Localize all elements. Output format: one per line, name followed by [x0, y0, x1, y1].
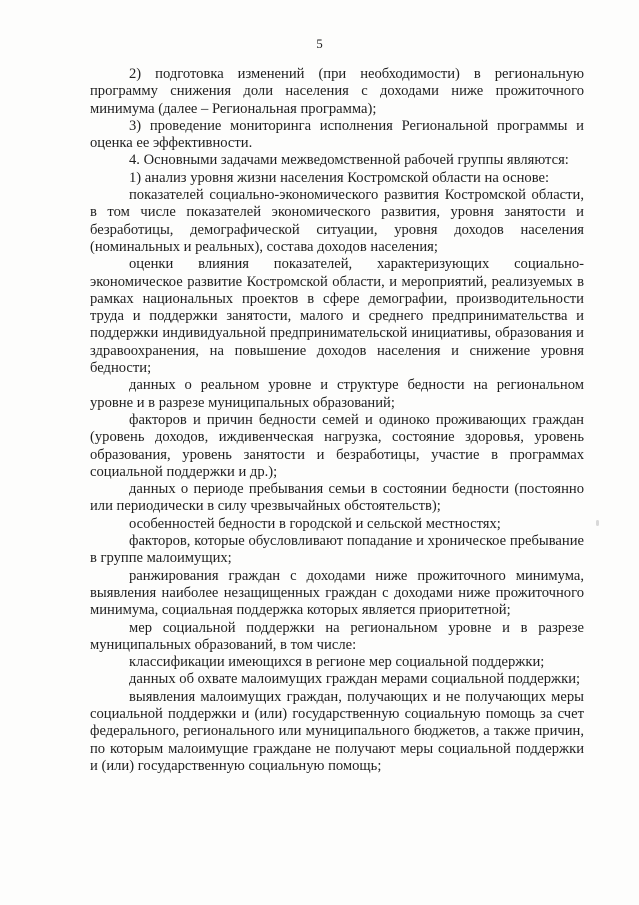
paragraph: показателей социально-экономического развития Костромской области, в том числе показателей экономического развития, уровня занятости и безработицы, демографической ситуации, уровня доходов населения (номинальных и реальных), состава доходов населения;: [90, 187, 584, 255]
paragraph: данных об охвате малоимущих граждан мерами социальной поддержки;: [129, 671, 581, 688]
document-body: [90, 66, 584, 775]
paragraph: 4. Основными задачами межведомственной рабочей группы являются:: [129, 152, 569, 169]
paragraph: факторов и причин бедности семей и одиноко проживающих граждан (уровень доходов, иждивенческая нагрузка, состояние здоровья, уровень образования, уровень занятости и безработицы, участие в программах социальной поддержки и др.);: [90, 411, 584, 480]
paragraph: особенностей бедности в городской и сельской местностях;: [129, 515, 501, 532]
paragraph: выявления малоимущих граждан, получающих и не получающих меры социальной поддержки и (или) государственную социальную помощь за счет федерального, регионального или муниципального бюджетов, а также причин, по которым малоимущие граждане не получают меры социальной поддержки и (или) государственную социальную помощь;: [90, 688, 584, 774]
page-number: 5: [316, 36, 323, 51]
paragraph: оценки влияния показателей, характеризующих социально-экономическое развитие Костромской области, и мероприятий, реализуемых в рамках национальных проектов в сфере демографии, производительности труда и поддержки занятости, малого и среднего предпринимательства и поддержки индивидуальной предпринимательской инициативы, образования и здравоохранения, на повышение доходов населения и снижение уровня бедности;: [90, 256, 584, 377]
paragraph: данных о периоде пребывания семьи в состоянии бедности (постоянно или периодически в силу чрезвычайных обстоятельств);: [90, 481, 584, 515]
paragraph: данных о реальном уровне и структуре бедности на региональном уровне и в разрезе муниципальных образований;: [90, 377, 584, 411]
paragraph: 1) анализ уровня жизни населения Костромской области на основе:: [129, 169, 550, 186]
paragraph: классификации имеющихся в регионе мер социальной поддержки;: [129, 654, 545, 671]
paragraph: факторов, которые обусловливают попадание и хроническое пребывание в группе малоимущих;: [90, 533, 584, 567]
paragraph: 3) проведение мониторинга исполнения Региональной программы и оценка ее эффективности.: [90, 117, 584, 152]
scan-speck: [596, 520, 599, 526]
paragraph: ранжирования граждан с доходами ниже прожиточного минимума, выявления наиболее незащищенных граждан с доходами ниже прожиточного минимума, социальная поддержка которых является приоритетной;: [90, 567, 584, 619]
paragraph: 2) подготовка изменений (при необходимости) в региональную программу снижения доли населения с доходами ниже прожиточного минимума (далее – Региональная программа);: [90, 66, 584, 117]
paragraph: мер социальной поддержки на региональном уровне и в разрезе муниципальных образований, в том числе:: [90, 619, 584, 653]
